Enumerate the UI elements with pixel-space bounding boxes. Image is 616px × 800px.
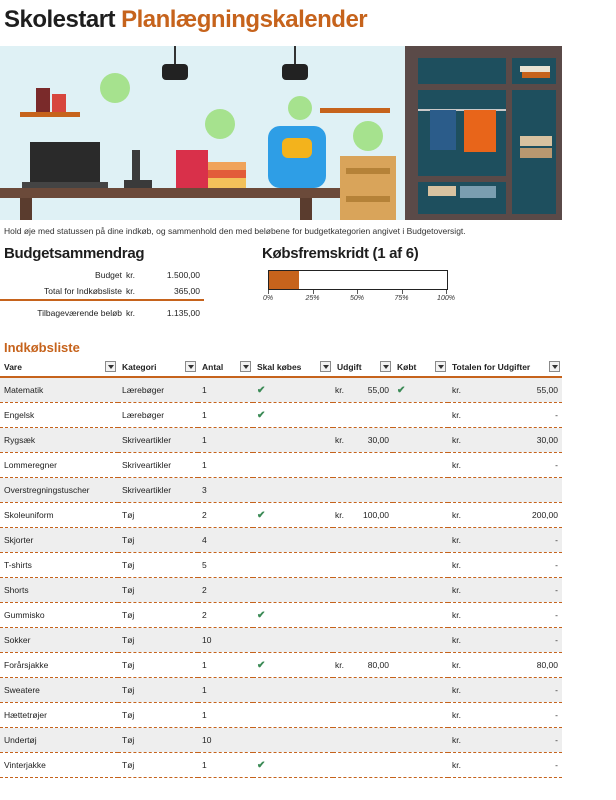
table-header-row	[0, 358, 562, 377]
storage-box	[340, 156, 396, 220]
currency-label: kr.	[452, 560, 461, 570]
cell-vare[interactable]: T-shirts	[0, 553, 118, 578]
cell-udgift[interactable]	[333, 403, 393, 428]
filter-dropdown-icon[interactable]	[380, 361, 391, 372]
amount-value: -	[555, 410, 558, 420]
cell-kategori[interactable]: Tøj	[118, 628, 198, 653]
budget-currency: kr.	[126, 270, 135, 280]
cell-vare[interactable]: Overstregningstuscher	[0, 478, 118, 503]
microscope	[132, 150, 140, 180]
shopping-list-table	[0, 358, 562, 778]
cell-vare[interactable]: Skoleuniform	[0, 503, 118, 528]
cell-vare[interactable]: Undertøj	[0, 728, 118, 753]
cell-antal[interactable]: 5	[198, 553, 253, 578]
cell-antal[interactable]: 3	[198, 478, 253, 503]
table-row[interactable]	[0, 453, 562, 478]
amount-value: -	[555, 710, 558, 720]
cell-antal[interactable]: 1	[198, 678, 253, 703]
list-heading: Indkøbsliste	[4, 340, 80, 355]
cell-kategori[interactable]: Tøj	[118, 578, 198, 603]
cell-vare[interactable]: Sweatere	[0, 678, 118, 703]
budget-row	[0, 305, 204, 321]
tick-mark	[357, 290, 358, 294]
budget-row	[0, 283, 204, 301]
cell-total[interactable]	[448, 753, 562, 778]
cell-vare[interactable]: Sokker	[0, 628, 118, 653]
cell-kobt[interactable]: ✔	[393, 377, 448, 403]
filter-dropdown-icon[interactable]	[185, 361, 196, 372]
cell-udgift[interactable]	[333, 453, 393, 478]
cell-total[interactable]	[448, 403, 562, 428]
budget-label: Budget	[95, 270, 122, 280]
cell-total[interactable]	[448, 503, 562, 528]
currency-label: kr.	[452, 685, 461, 695]
currency-label: kr.	[335, 385, 344, 395]
cell-skal-kobes[interactable]	[253, 478, 333, 503]
amount-value: -	[555, 585, 558, 595]
shirt-shape	[430, 110, 456, 150]
table-row[interactable]	[0, 528, 562, 553]
cell-skal-kobes[interactable]: ✔	[253, 377, 333, 403]
cell-vare[interactable]: Engelsk	[0, 403, 118, 428]
cell-udgift[interactable]	[333, 377, 393, 403]
cell-kategori[interactable]: Tøj	[118, 553, 198, 578]
cell-antal[interactable]: 1	[198, 403, 253, 428]
table-row[interactable]	[0, 753, 562, 778]
cell-udgift[interactable]	[333, 628, 393, 653]
amount-value: -	[555, 560, 558, 570]
cell-kategori[interactable]: Skriveartikler	[118, 478, 198, 503]
books	[176, 150, 208, 188]
cell-kobt[interactable]	[393, 703, 448, 728]
cell-total[interactable]	[448, 453, 562, 478]
cell-udgift[interactable]	[333, 528, 393, 553]
cell-skal-kobes[interactable]: ✔	[253, 603, 333, 628]
tick-mark	[402, 290, 403, 294]
cell-kategori[interactable]: Tøj	[118, 753, 198, 778]
progress-fill	[269, 271, 299, 289]
cell-total[interactable]	[448, 653, 562, 678]
tick-mark	[313, 290, 314, 294]
table-body	[0, 377, 562, 778]
cell-skal-kobes[interactable]	[253, 453, 333, 478]
tick-label: 50%	[349, 295, 365, 302]
cell-total[interactable]	[448, 478, 562, 503]
currency-label: kr.	[452, 735, 461, 745]
cell-skal-kobes[interactable]	[253, 703, 333, 728]
cell-total[interactable]	[448, 377, 562, 403]
cell-kategori[interactable]: Lærebøger	[118, 403, 198, 428]
budget-currency: kr.	[126, 308, 135, 318]
amount-value: 55,00	[367, 385, 389, 395]
cell-udgift[interactable]	[333, 578, 393, 603]
cell-kobt[interactable]	[393, 478, 448, 503]
cell-kobt[interactable]	[393, 428, 448, 453]
banner-illustration	[0, 46, 562, 220]
tick-label: 0%	[262, 295, 274, 302]
table-row[interactable]	[0, 553, 562, 578]
cell-skal-kobes[interactable]	[253, 578, 333, 603]
amount-value: -	[555, 535, 558, 545]
desk	[0, 188, 340, 198]
cell-kobt[interactable]	[393, 603, 448, 628]
amount-value: 30,00	[367, 435, 389, 445]
intro-text: Hold øje med statussen på dine indkøb, og sammenhold den med beløbene for budgetkategorien angivet i Budgetoversigt.	[4, 226, 466, 236]
cell-vare[interactable]: Skjorter	[0, 528, 118, 553]
column-header: Udgift	[333, 358, 393, 377]
cell-antal[interactable]: 10	[198, 628, 253, 653]
cell-kategori[interactable]: Skriveartikler	[118, 428, 198, 453]
cell-skal-kobes[interactable]	[253, 678, 333, 703]
table-row[interactable]	[0, 503, 562, 528]
cell-total[interactable]	[448, 728, 562, 753]
currency-label: kr.	[335, 510, 344, 520]
amount-value: 30,00	[536, 435, 558, 445]
currency-label: kr.	[335, 435, 344, 445]
budget-amount: 365,00	[174, 286, 200, 296]
amount-value: -	[555, 460, 558, 470]
cell-udgift[interactable]	[333, 503, 393, 528]
cell-vare[interactable]: Lommeregner	[0, 453, 118, 478]
table-row[interactable]	[0, 403, 562, 428]
cell-kategori[interactable]: Tøj	[118, 503, 198, 528]
cell-kobt[interactable]	[393, 653, 448, 678]
amount-value: -	[555, 635, 558, 645]
cell-udgift[interactable]	[333, 753, 393, 778]
cell-antal[interactable]: 1	[198, 377, 253, 403]
cell-total[interactable]	[448, 428, 562, 453]
amount-value: 80,00	[536, 660, 558, 670]
currency-label: kr.	[452, 610, 461, 620]
filter-dropdown-icon[interactable]	[320, 361, 331, 372]
cell-kobt[interactable]	[393, 553, 448, 578]
column-header: Totalen for Udgifter	[448, 358, 562, 377]
column-header: Skal købes	[253, 358, 333, 377]
budget-summary	[0, 267, 204, 321]
cell-total[interactable]	[448, 628, 562, 653]
table-row[interactable]	[0, 678, 562, 703]
cell-antal[interactable]: 2	[198, 578, 253, 603]
tick-label: 100%	[437, 295, 455, 302]
amount-value: -	[555, 735, 558, 745]
cell-udgift[interactable]	[333, 653, 393, 678]
filter-dropdown-icon[interactable]	[240, 361, 251, 372]
table-row[interactable]	[0, 603, 562, 628]
amount-value: 100,00	[363, 510, 389, 520]
amount-value: 80,00	[367, 660, 389, 670]
column-header: Kategori	[118, 358, 198, 377]
currency-label: kr.	[452, 410, 461, 420]
currency-label: kr.	[452, 510, 461, 520]
cell-total[interactable]	[448, 578, 562, 603]
cell-kobt[interactable]	[393, 753, 448, 778]
cell-antal[interactable]: 2	[198, 603, 253, 628]
cell-udgift[interactable]	[333, 728, 393, 753]
cell-skal-kobes[interactable]	[253, 728, 333, 753]
column-header: Vare	[0, 358, 118, 377]
amount-value: -	[555, 610, 558, 620]
table-row[interactable]	[0, 703, 562, 728]
currency-label: kr.	[335, 660, 344, 670]
cell-kobt[interactable]	[393, 628, 448, 653]
cell-vare[interactable]: Shorts	[0, 578, 118, 603]
budget-heading: Budgetsammendrag	[4, 245, 145, 262]
cell-udgift[interactable]	[333, 678, 393, 703]
cell-total[interactable]	[448, 553, 562, 578]
cell-kobt[interactable]	[393, 453, 448, 478]
progress-bar	[268, 270, 448, 290]
cell-udgift[interactable]	[333, 603, 393, 628]
cell-kategori[interactable]: Skriveartikler	[118, 453, 198, 478]
table-row[interactable]	[0, 653, 562, 678]
cell-antal[interactable]: 10	[198, 728, 253, 753]
tick-mark	[268, 290, 269, 294]
cell-kobt[interactable]	[393, 678, 448, 703]
budget-amount: 1.500,00	[166, 270, 200, 280]
cell-total[interactable]	[448, 528, 562, 553]
cell-total[interactable]	[448, 603, 562, 628]
cell-vare[interactable]: Forårsjakke	[0, 653, 118, 678]
column-header: Købt	[393, 358, 448, 377]
cell-vare[interactable]: Rygsæk	[0, 428, 118, 453]
cell-kategori[interactable]: Lærebøger	[118, 377, 198, 403]
table-row[interactable]	[0, 377, 562, 403]
cell-udgift[interactable]	[333, 703, 393, 728]
cell-vare[interactable]: Matematik	[0, 377, 118, 403]
cell-antal[interactable]: 4	[198, 528, 253, 553]
filter-dropdown-icon[interactable]	[435, 361, 446, 372]
cell-total[interactable]	[448, 678, 562, 703]
cell-kategori[interactable]: Tøj	[118, 603, 198, 628]
filter-dropdown-icon[interactable]	[105, 361, 116, 372]
cell-skal-kobes[interactable]	[253, 428, 333, 453]
laptop	[30, 142, 100, 182]
cell-skal-kobes[interactable]: ✔	[253, 653, 333, 678]
shirt-shape	[464, 110, 496, 152]
currency-label: kr.	[452, 385, 461, 395]
amount-value: 200,00	[532, 510, 558, 520]
cell-antal[interactable]: 1	[198, 453, 253, 478]
title-part2: Planlægningskalender	[121, 6, 368, 33]
cell-kobt[interactable]	[393, 403, 448, 428]
amount-value: -	[555, 685, 558, 695]
cell-kobt[interactable]	[393, 528, 448, 553]
table-row[interactable]	[0, 728, 562, 753]
filter-dropdown-icon[interactable]	[549, 361, 560, 372]
cell-udgift[interactable]	[333, 428, 393, 453]
amount-value: -	[555, 760, 558, 770]
cell-skal-kobes[interactable]	[253, 628, 333, 653]
cell-total[interactable]	[448, 703, 562, 728]
cell-skal-kobes[interactable]: ✔	[253, 753, 333, 778]
table-row[interactable]	[0, 478, 562, 503]
cell-kobt[interactable]	[393, 578, 448, 603]
tick-label: 25%	[305, 295, 320, 302]
page-title	[4, 6, 367, 36]
amount-value: 55,00	[536, 385, 558, 395]
cell-vare[interactable]: Gummisko	[0, 603, 118, 628]
cell-skal-kobes[interactable]	[253, 553, 333, 578]
currency-label: kr.	[452, 460, 461, 470]
cell-antal[interactable]: 1	[198, 428, 253, 453]
cell-antal[interactable]: 1	[198, 753, 253, 778]
currency-label: kr.	[452, 660, 461, 670]
cell-kategori[interactable]: Tøj	[118, 728, 198, 753]
cell-udgift[interactable]	[333, 553, 393, 578]
currency-label: kr.	[452, 710, 461, 720]
budget-currency: kr.	[126, 286, 135, 296]
cell-kategori[interactable]: Tøj	[118, 653, 198, 678]
cell-vare[interactable]: Hættetrøjer	[0, 703, 118, 728]
cell-kategori[interactable]: Tøj	[118, 678, 198, 703]
budget-row	[0, 267, 204, 283]
cell-antal[interactable]: 1	[198, 703, 253, 728]
currency-label: kr.	[452, 535, 461, 545]
title-part1: Skolestart	[4, 6, 116, 33]
currency-label: kr.	[452, 760, 461, 770]
budget-amount: 1.135,00	[166, 308, 200, 318]
progress-axis	[262, 290, 455, 306]
cell-skal-kobes[interactable]: ✔	[253, 503, 333, 528]
currency-label: kr.	[452, 635, 461, 645]
currency-label: kr.	[452, 435, 461, 445]
column-header: Antal	[198, 358, 253, 377]
tick-label: 75%	[394, 295, 409, 302]
cell-antal[interactable]: 2	[198, 503, 253, 528]
cell-udgift[interactable]	[333, 478, 393, 503]
cell-antal[interactable]: 1	[198, 653, 253, 678]
tick-mark	[446, 290, 447, 294]
cell-skal-kobes[interactable]: ✔	[253, 403, 333, 428]
budget-label: Total for Indkøbsliste	[44, 286, 122, 296]
cell-kategori[interactable]: Tøj	[118, 528, 198, 553]
cell-kobt[interactable]	[393, 728, 448, 753]
table-row[interactable]	[0, 578, 562, 603]
table-row[interactable]	[0, 628, 562, 653]
cell-skal-kobes[interactable]	[253, 528, 333, 553]
cell-vare[interactable]: Vinterjakke	[0, 753, 118, 778]
progress-heading: Købsfremskridt (1 af 6)	[262, 245, 419, 262]
currency-label: kr.	[452, 585, 461, 595]
cell-kobt[interactable]	[393, 503, 448, 528]
table-row[interactable]	[0, 428, 562, 453]
cell-kategori[interactable]: Tøj	[118, 703, 198, 728]
budget-label: Tilbageværende beløb	[37, 308, 122, 318]
